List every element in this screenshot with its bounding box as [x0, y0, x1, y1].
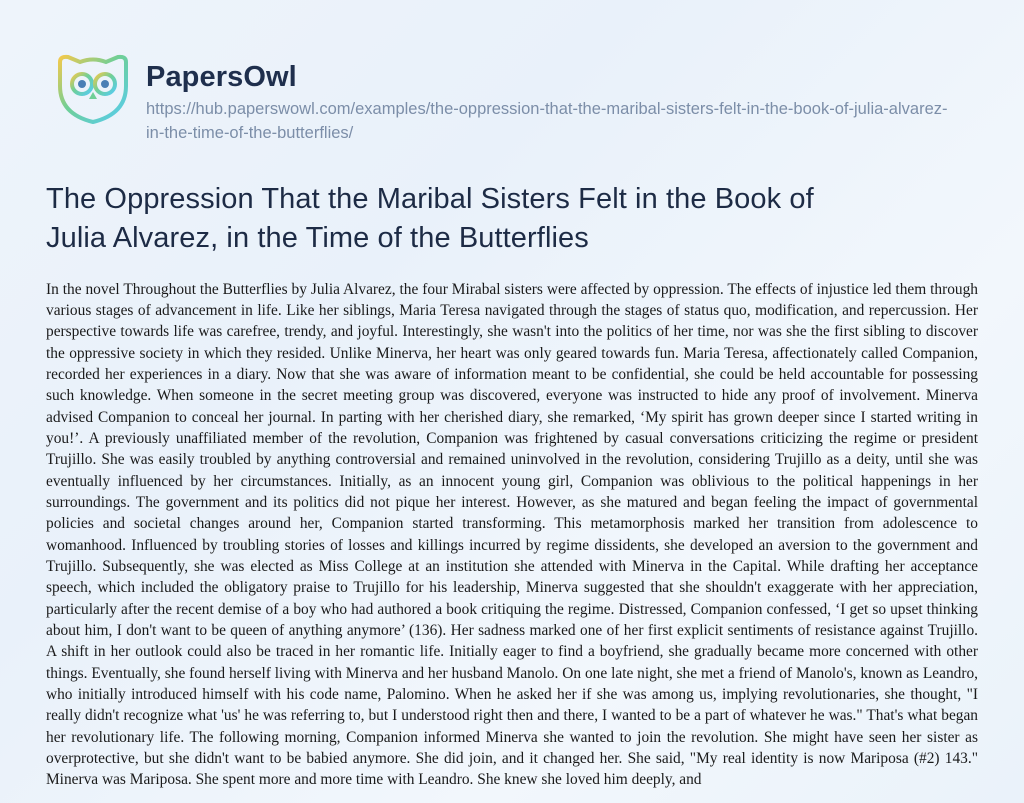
- article-body: [46, 279, 978, 791]
- brand-block: [146, 52, 956, 146]
- article-paragraph: In the novel Throughout the Butterflies by Julia Alvarez, the four Mirabal sisters were affected by oppression. The effects of injustice led them through various stages of advancement in life. Like her siblings, Maria Teresa navigated through the stages of status quo, modification, and repercussion. Her perspective towards life was carefree, trendy, and joyful. Interestingly, she wasn't into the politics of her time, nor was she the first sibling to discover the oppressive society in which they resided. Unlike Minerva, her heart was only geared towards fun. Maria Teresa, affectionately called Companion, recorded her experiences in a diary. Now that she was aware of information meant to be confidential, she could be held accountable for possessing such knowledge. When someone in the secret meeting group was discovered, everyone was instructed to hide any proof of involvement. Minerva advised Companion to conceal her journal. In parting with her cherished diary, she remarked, ‘My spirit has grown deeper since I started writing in you!’. A previously unaffiliated member of the revolution, Companion was frightened by casual conversations criticizing the regime or president Trujillo. She was easily troubled by anything controversial and remained uninvolved in the revolution, considering Trujillo as a deity, until she was eventually influenced by her circumstances. Initially, as an innocent young girl, Companion was oblivious to the political happenings in her surroundings. The government and its politics did not pique her interest. However, as she matured and began feeling the impact of governmental policies and societal changes around her, Companion started transforming. This metamorphosis marked her transition from adolescence to womanhood. Influenced by troubling stories of losses and killings incurred by regime dissidents, she developed an aversion to the government and Trujillo. Subsequently, she was elected as Miss College at an institution she attended with Minerva in the Capital. While drafting her acceptance speech, which included the obligatory praise to Trujillo for his leadership, Minerva suggested that she shouldn't exaggerate with her appreciation, particularly after the recent demise of a boy who had authored a book critiquing the regime. Distressed, Companion confessed, ‘I get so upset thinking about him, I don't want to be queen of anything anymore’ (136). Her sadness marked one of her first explicit sentiments of resistance against Trujillo. A shift in her outlook could also be traced in her romantic life. Initially eager to find a boyfriend, she gradually became more concerned with other things. Eventually, she found herself living with Minerva and her husband Manolo. On one late night, she met a friend of Manolo's, known as Leandro, who initially introduced himself with his code name, Palomino. When he asked her if she was among us, implying revolutionaries, she thought, "I really didn't recognize what 'us' he was referring to, but I understood right then and there, I wanted to be a part of whatever he was." That's what began her revolutionary life. The following morning, Companion informed Minerva she wanted to join the revolution. She might have seen her sister as overprotective, but she didn't want to be babied anymore. She did join, and it changed her. She said, "My real identity is now Mariposa (#2) 143." Minerva was Mariposa. She spent more and more time with Leandro. She knew she loved him deeply, and: [46, 280, 978, 789]
- site-header: [46, 0, 978, 146]
- source-url: https://hub.paperswowl.com/examples/the-oppression-that-the-maribal-sisters-felt-in-the-book-of-julia-alvarez-in-the-time-of-the-butterflies/: [146, 100, 948, 143]
- brand-name: PapersOwl: [146, 61, 297, 93]
- page-title: The Oppression That the Maribal Sisters Felt in the Book of Julia Alvarez, in the Time of the Butterflies: [46, 183, 814, 254]
- owl-logo-icon: [50, 52, 136, 126]
